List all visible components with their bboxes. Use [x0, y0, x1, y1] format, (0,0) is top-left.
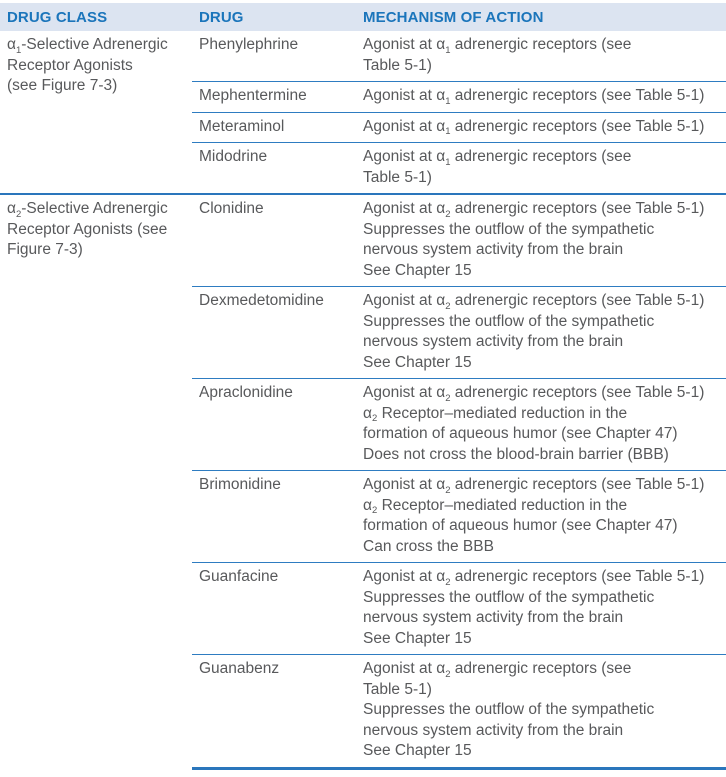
mechanism-line: Agonist at α1 adrenergic receptors (see [363, 36, 632, 56]
mechanism-cell [356, 659, 726, 762]
drug-class-cell [0, 31, 192, 193]
group-rows [192, 195, 726, 770]
mechanism-cell [356, 147, 726, 188]
mechanism-line: nervous system activity from the brain [363, 721, 624, 739]
mechanism-line: Table 5-1) [363, 56, 432, 74]
table-row [192, 31, 726, 81]
table-row [192, 286, 726, 378]
mechanism-line: Does not cross the blood-brain barrier (BBB) [363, 445, 669, 463]
drug-name-cell: Meteraminol [199, 117, 285, 135]
table-header-row [0, 3, 726, 31]
table-body [0, 31, 726, 770]
drug-class-group [0, 193, 726, 770]
drug-class-line: α2-Selective Adrenergic [7, 200, 168, 220]
drug-class-line: (see Figure 7-3) [7, 77, 118, 94]
mechanism-line: Agonist at α2 adrenergic receptors (see Table 5-1) [363, 384, 705, 404]
mechanism-line: formation of aqueous humor (see Chapter 47) [363, 517, 678, 534]
mechanism-line: See Chapter 15 [363, 742, 472, 759]
mechanism-line: Agonist at α1 adrenergic receptors (see [363, 148, 632, 168]
drug-class-line: Receptor Agonists [7, 56, 133, 74]
drug-class-line: α1-Selective Adrenergic [7, 36, 168, 56]
mechanism-line: See Chapter 15 [363, 629, 472, 647]
mechanism-line: Agonist at α2 adrenergic receptors (see Table 5-1) [363, 568, 705, 588]
drug-name-cell: Apraclonidine [199, 384, 293, 401]
drug-name-cell: Midodrine [199, 148, 268, 165]
drug-class-cell [0, 195, 192, 770]
mechanism-cell [356, 86, 726, 107]
table-row [192, 142, 726, 193]
mechanism-line: Suppresses the outflow of the sympathetic [363, 588, 655, 606]
mechanism-line: α2 Receptor–mediated reduction in the [363, 404, 628, 424]
mechanism-line: See Chapter 15 [363, 261, 472, 279]
mechanism-line: nervous system activity from the brain [363, 609, 624, 626]
mechanism-line: Suppresses the outflow of the sympathetic [363, 312, 655, 330]
mechanism-line: nervous system activity from the brain [363, 241, 624, 258]
mechanism-line: See Chapter 15 [363, 353, 472, 371]
table-row [192, 195, 726, 286]
mechanism-cell [356, 383, 726, 465]
drug-name-cell: Guanabenz [199, 660, 280, 677]
mechanism-line: Suppresses the outflow of the sympathetic [363, 220, 655, 238]
mechanism-line: Can cross the BBB [363, 537, 494, 555]
mechanism-cell [356, 35, 726, 76]
mechanism-line: Agonist at α2 adrenergic receptors (see Table 5-1) [363, 476, 705, 496]
drug-name-cell: Brimonidine [199, 476, 281, 493]
header-drug: DRUG [199, 8, 244, 26]
header-mechanism-of-action: MECHANISM OF ACTION [363, 8, 544, 26]
mechanism-cell [356, 475, 726, 557]
mechanism-line: Agonist at α2 adrenergic receptors (see [363, 660, 632, 680]
mechanism-cell [356, 291, 726, 373]
table-row [192, 470, 726, 562]
drug-class-line: Receptor Agonists (see [7, 220, 168, 238]
mechanism-line: Table 5-1) [363, 680, 432, 698]
mechanism-cell [356, 199, 726, 281]
table-row [192, 112, 726, 143]
table-row [192, 378, 726, 470]
table-row [192, 562, 726, 654]
mechanism-line: Agonist at α1 adrenergic receptors (see Table 5-1) [363, 87, 705, 107]
mechanism-cell [356, 117, 726, 138]
mechanism-line: Table 5-1) [363, 168, 432, 186]
mechanism-line: Agonist at α2 adrenergic receptors (see Table 5-1) [363, 292, 705, 312]
mechanism-line: nervous system activity from the brain [363, 333, 624, 350]
drug-name-cell: Mephentermine [199, 87, 307, 104]
drug-class-line: Figure 7-3) [7, 241, 83, 258]
mechanism-line: Agonist at α2 adrenergic receptors (see Table 5-1) [363, 200, 705, 220]
mechanism-line: α2 Receptor–mediated reduction in the [363, 496, 628, 516]
table-row [192, 654, 726, 767]
mechanism-line: Suppresses the outflow of the sympathetic [363, 701, 655, 718]
header-drug-class: DRUG CLASS [7, 8, 108, 26]
drug-name-cell: Dexmedetomidine [199, 292, 324, 309]
drug-class-group [0, 31, 726, 193]
mechanism-cell [356, 567, 726, 649]
drug-name-cell: Clonidine [199, 200, 264, 217]
mechanism-line: Agonist at α1 adrenergic receptors (see Table 5-1) [363, 117, 705, 137]
drug-name-cell: Guanfacine [199, 568, 279, 585]
table-row [192, 81, 726, 112]
group-rows [192, 31, 726, 193]
mechanism-line: formation of aqueous humor (see Chapter 47) [363, 425, 678, 442]
drug-name-cell: Phenylephrine [199, 36, 299, 53]
